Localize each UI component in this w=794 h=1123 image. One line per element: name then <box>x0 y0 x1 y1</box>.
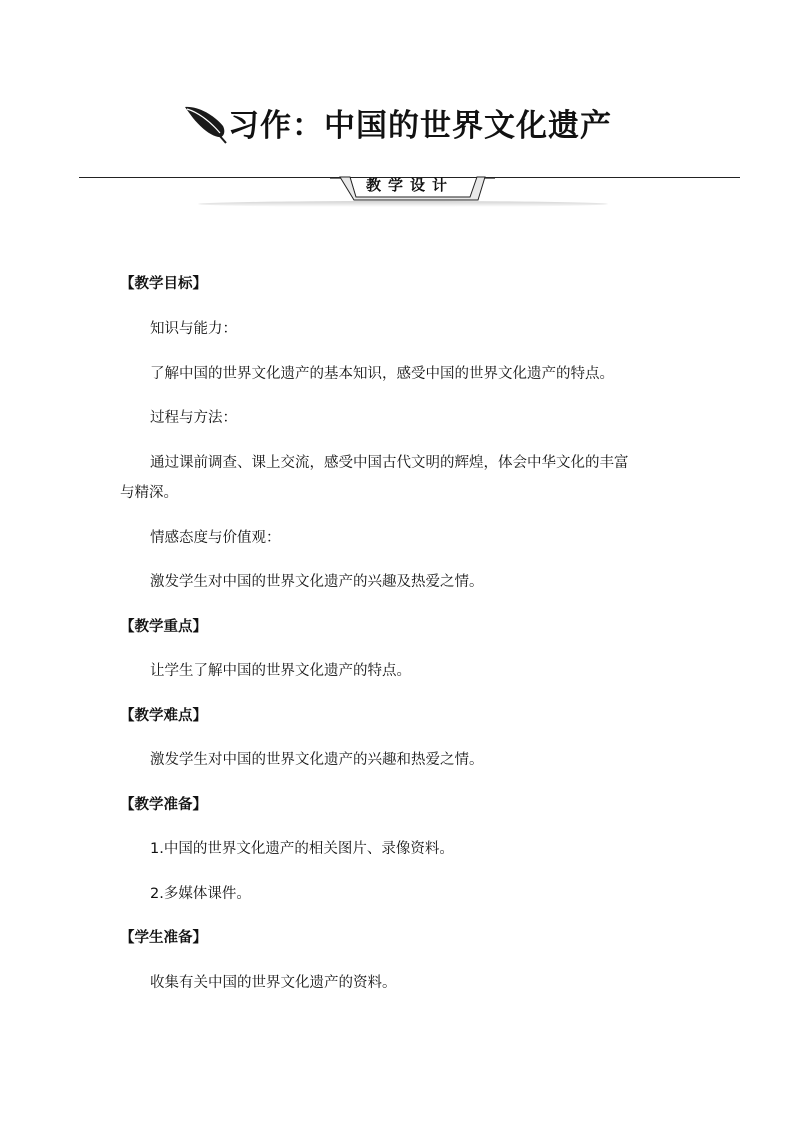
heading-difficulties: 【教学难点】 <box>120 708 207 724</box>
emotion-label: 情感态度与价值观： <box>150 530 281 546</box>
emotion-text: 激发学生对中国的世界文化遗产的兴趣及热爱之情。 <box>150 574 484 590</box>
banner-label: 教学设计 <box>365 176 454 194</box>
key-points-text: 让学生了解中国的世界文化遗产的特点。 <box>150 663 411 679</box>
heading-student-prep: 【学生准备】 <box>120 930 207 946</box>
heading-teacher-prep: 【教学准备】 <box>120 797 207 813</box>
teacher-prep-item-1: 1.中国的世界文化遗产的相关图片、录像资料。 <box>150 841 454 857</box>
difficulties-text: 激发学生对中国的世界文化遗产的兴趣和热爱之情。 <box>150 752 484 768</box>
knowledge-text: 了解中国的世界文化遗产的基本知识，感受中国的世界文化遗产的特点。 <box>150 366 614 382</box>
heading-objectives: 【教学目标】 <box>120 276 207 292</box>
teacher-prep-item-2: 2.多媒体课件。 <box>150 886 251 902</box>
process-text-line-1: 通过课前调查、课上交流，感受中国古代文明的辉煌，体会中华文化的丰富 <box>150 455 629 471</box>
student-prep-text: 收集有关中国的世界文化遗产的资料。 <box>150 975 397 991</box>
process-text-line-2: 与精深。 <box>120 485 178 501</box>
section-banner <box>330 170 500 210</box>
process-label: 过程与方法： <box>150 410 237 426</box>
knowledge-label: 知识与能力： <box>150 321 237 337</box>
feather-pen-icon <box>183 104 227 144</box>
title-row <box>0 100 794 150</box>
page-title: 习作：中国的世界文化遗产 <box>228 108 612 144</box>
heading-key-points: 【教学重点】 <box>120 619 207 635</box>
